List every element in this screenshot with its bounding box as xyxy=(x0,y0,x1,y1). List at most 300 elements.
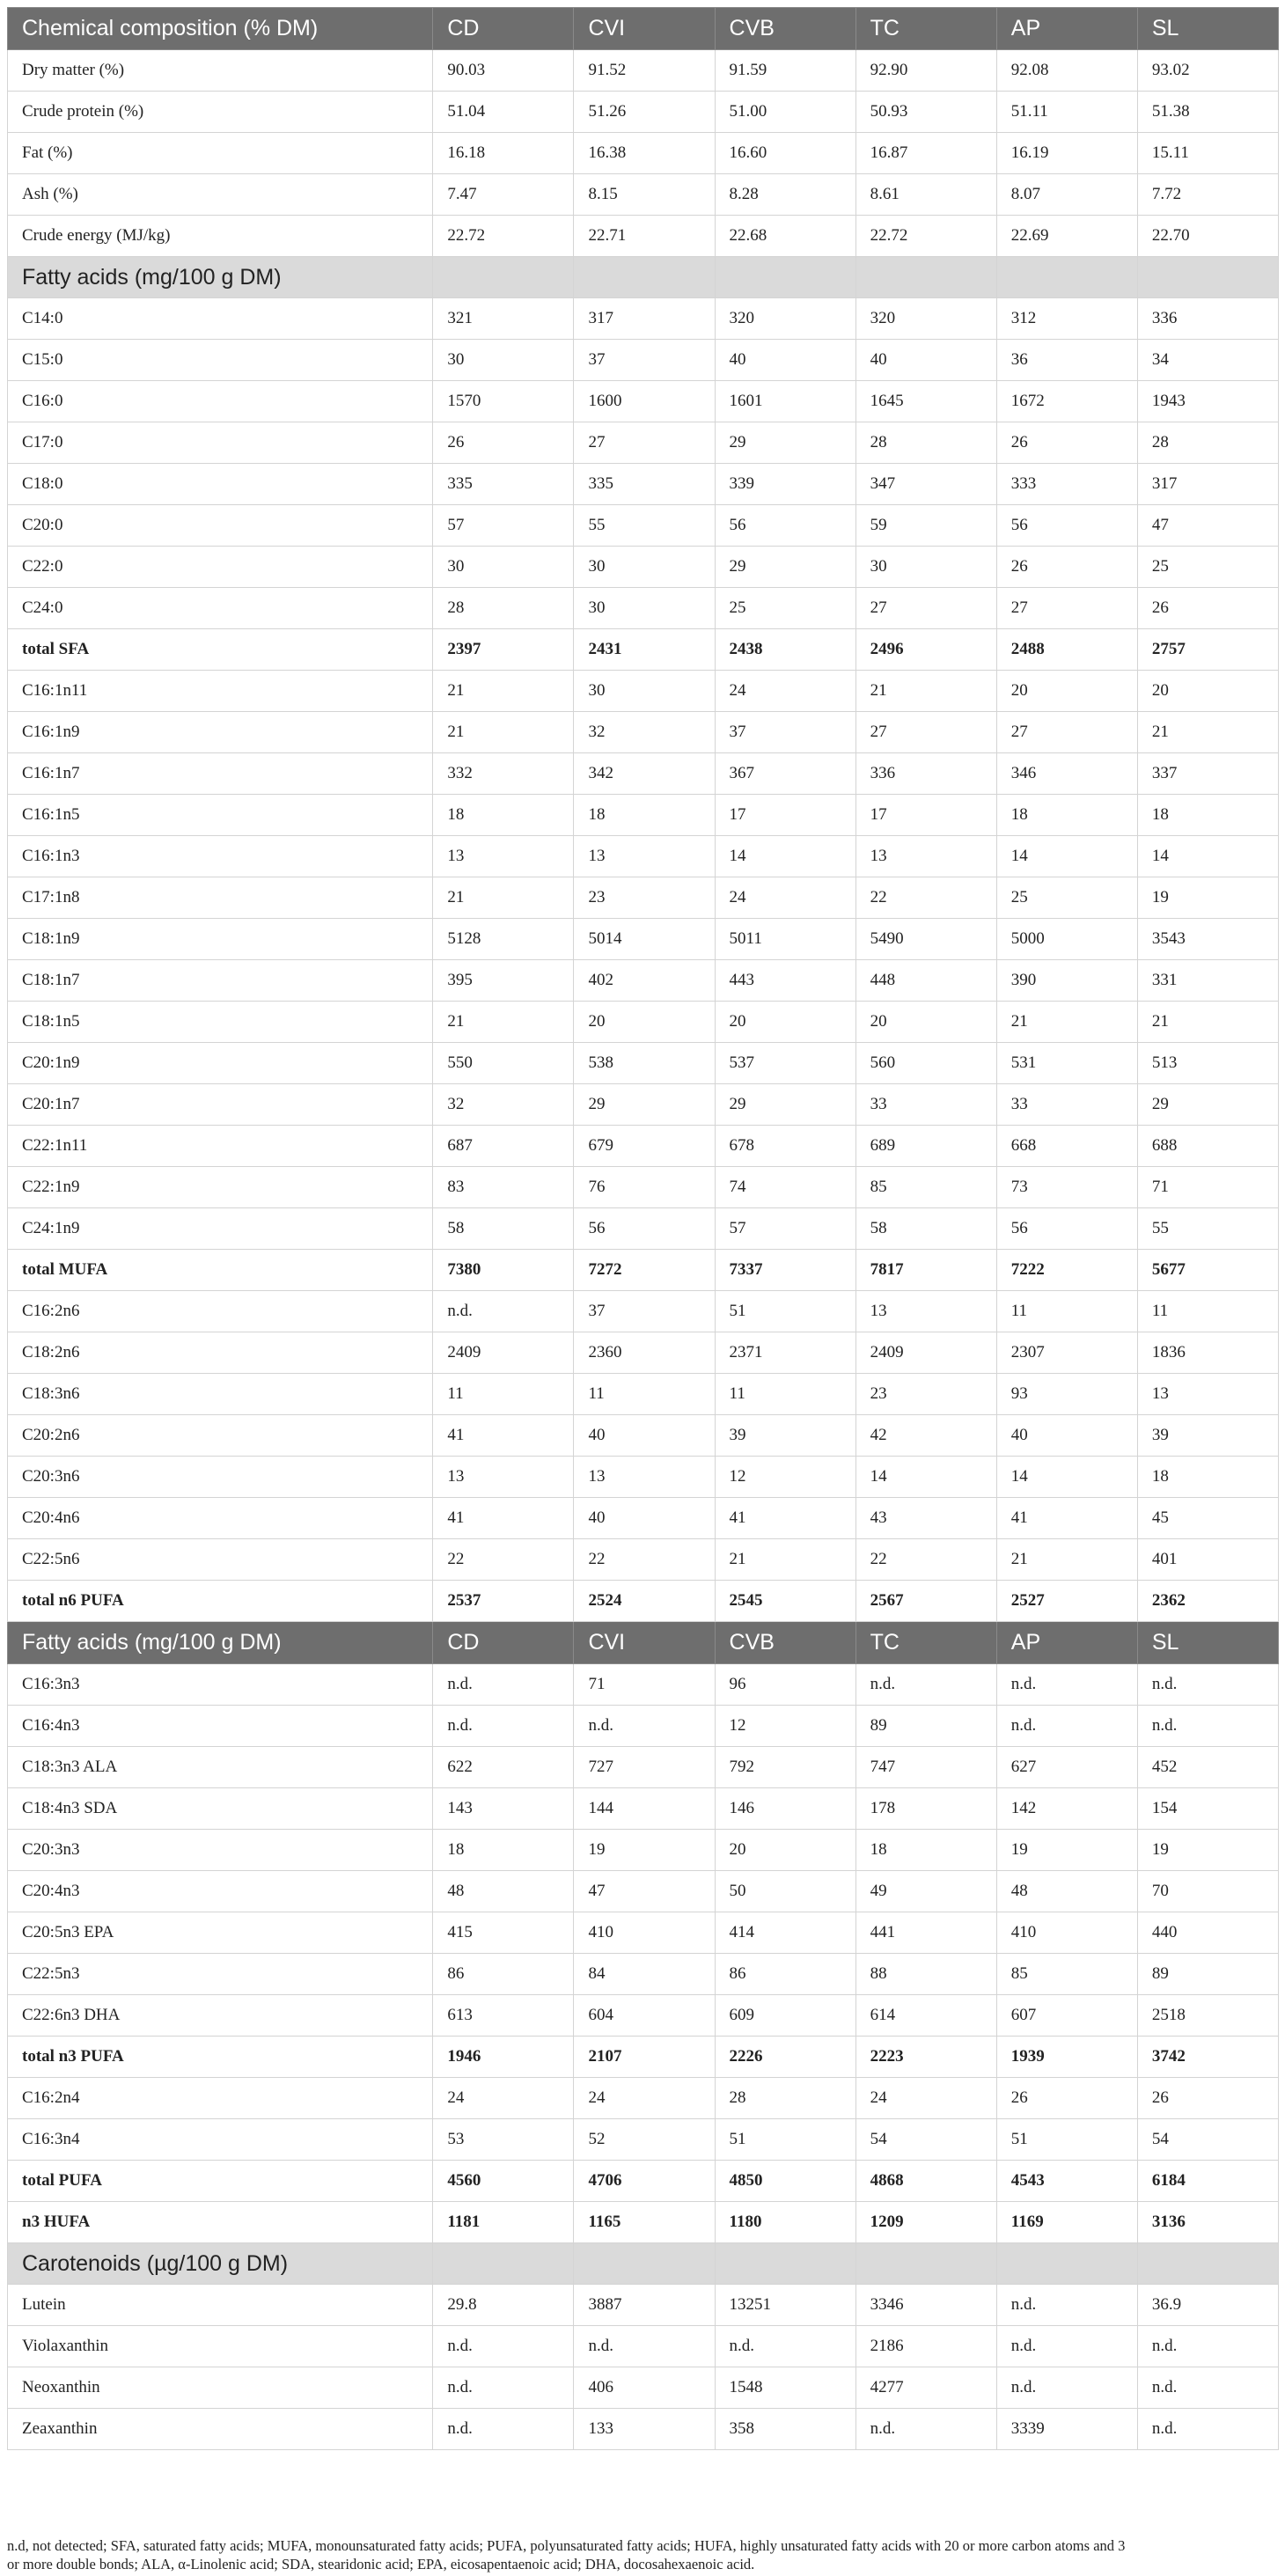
table-cell: 336 xyxy=(1137,298,1278,340)
table-cell: 11 xyxy=(433,1374,574,1415)
table-cell: 410 xyxy=(996,1912,1137,1954)
table-cell: 27 xyxy=(855,712,996,753)
table-row xyxy=(8,712,1279,753)
row-label: C16:2n6 xyxy=(8,1291,433,1332)
table-cell: 604 xyxy=(574,1995,715,2037)
table-cell: 1548 xyxy=(715,2367,855,2409)
table-cell: 22.71 xyxy=(574,216,715,257)
table-cell xyxy=(996,2243,1137,2285)
table-row xyxy=(8,1871,1279,1912)
row-label: C20:4n3 xyxy=(8,1871,433,1912)
table-cell: 57 xyxy=(433,505,574,547)
table-cell: 2438 xyxy=(715,629,855,671)
table-cell: 56 xyxy=(996,1208,1137,1250)
table-cell: 30 xyxy=(574,547,715,588)
table-cell: 41 xyxy=(996,1498,1137,1539)
table-row xyxy=(8,2285,1279,2326)
row-label: C17:1n8 xyxy=(8,877,433,919)
table-cell: CVI xyxy=(574,1622,715,1664)
table-cell: 32 xyxy=(433,1084,574,1126)
section-header-row xyxy=(8,2243,1279,2285)
row-label: C20:1n7 xyxy=(8,1084,433,1126)
table-row xyxy=(8,1002,1279,1043)
table-cell: 18 xyxy=(433,795,574,836)
table-cell: 24 xyxy=(433,2078,574,2119)
table-cell: TC xyxy=(855,1622,996,1664)
table-cell: 54 xyxy=(1137,2119,1278,2161)
row-label: C22:5n3 xyxy=(8,1954,433,1995)
table-cell: 792 xyxy=(715,1747,855,1788)
table-cell: 1601 xyxy=(715,381,855,422)
total-row xyxy=(8,2202,1279,2243)
table-cell: 19 xyxy=(1137,1830,1278,1871)
table-cell: 367 xyxy=(715,753,855,795)
table-row xyxy=(8,505,1279,547)
table-cell: 320 xyxy=(855,298,996,340)
table-cell: 24 xyxy=(574,2078,715,2119)
table-cell: 2397 xyxy=(433,629,574,671)
table-cell: 93 xyxy=(996,1374,1137,1415)
table-cell: 88 xyxy=(855,1954,996,1995)
section-header-row xyxy=(8,257,1279,298)
table-row xyxy=(8,1332,1279,1374)
table-cell xyxy=(1137,2243,1278,2285)
row-label: C16:1n3 xyxy=(8,836,433,877)
table-cell: 1181 xyxy=(433,2202,574,2243)
table-cell: 39 xyxy=(1137,1415,1278,1457)
table-cell: 21 xyxy=(996,1002,1137,1043)
table-cell: 49 xyxy=(855,1871,996,1912)
table-cell: n.d. xyxy=(996,1706,1137,1747)
column-header: AP xyxy=(996,8,1137,50)
table-cell: 20 xyxy=(996,671,1137,712)
table-cell: 14 xyxy=(1137,836,1278,877)
row-label: C16:2n4 xyxy=(8,2078,433,2119)
table-cell: n.d. xyxy=(855,2409,996,2450)
table-cell: 13 xyxy=(1137,1374,1278,1415)
table-cell: 24 xyxy=(715,877,855,919)
table-cell: 11 xyxy=(1137,1291,1278,1332)
table-row xyxy=(8,877,1279,919)
table-row xyxy=(8,1995,1279,2037)
table-cell: 2371 xyxy=(715,1332,855,1374)
table-cell: 89 xyxy=(1137,1954,1278,1995)
table-cell: 18 xyxy=(433,1830,574,1871)
table-row xyxy=(8,2409,1279,2450)
table-cell: 2226 xyxy=(715,2037,855,2078)
table-cell: 33 xyxy=(996,1084,1137,1126)
table-cell: 3339 xyxy=(996,2409,1137,2450)
table-cell: 3136 xyxy=(1137,2202,1278,2243)
table-cell: 51.00 xyxy=(715,92,855,133)
row-label: C22:0 xyxy=(8,547,433,588)
row-label: Crude energy (MJ/kg) xyxy=(8,216,433,257)
table-cell: 4277 xyxy=(855,2367,996,2409)
table-cell: 25 xyxy=(1137,547,1278,588)
column-header: SL xyxy=(1137,8,1278,50)
table-row xyxy=(8,2078,1279,2119)
table-cell: 13 xyxy=(433,836,574,877)
table-cell: SL xyxy=(1137,1622,1278,1664)
table-cell: 320 xyxy=(715,298,855,340)
table-cell: 4868 xyxy=(855,2161,996,2202)
table-cell: 51 xyxy=(996,2119,1137,2161)
table-cell: 37 xyxy=(715,712,855,753)
table-cell: n.d. xyxy=(996,2326,1137,2367)
table-cell: 21 xyxy=(996,1539,1137,1581)
table-cell: 51 xyxy=(715,2119,855,2161)
table-cell: AP xyxy=(996,1622,1137,1664)
table-cell: 51.04 xyxy=(433,92,574,133)
table-cell: 30 xyxy=(855,547,996,588)
table-cell: 7817 xyxy=(855,1250,996,1291)
table-cell: 332 xyxy=(433,753,574,795)
row-label: C18:1n5 xyxy=(8,1002,433,1043)
table-cell: 20 xyxy=(715,1002,855,1043)
table-cell: n.d. xyxy=(1137,2409,1278,2450)
table-cell: 13 xyxy=(574,1457,715,1498)
table-cell: 76 xyxy=(574,1167,715,1208)
table-cell: 5677 xyxy=(1137,1250,1278,1291)
table-row xyxy=(8,753,1279,795)
table-cell: 18 xyxy=(996,795,1137,836)
table-cell: 668 xyxy=(996,1126,1137,1167)
table-cell: n.d. xyxy=(1137,2326,1278,2367)
table-cell: 401 xyxy=(1137,1539,1278,1581)
table-cell: 23 xyxy=(574,877,715,919)
table-cell: 22 xyxy=(574,1539,715,1581)
table-row xyxy=(8,1208,1279,1250)
table-cell: 1836 xyxy=(1137,1332,1278,1374)
table-cell: 22 xyxy=(855,1539,996,1581)
table-cell: 22.72 xyxy=(855,216,996,257)
table-cell: 1939 xyxy=(996,2037,1137,2078)
table-cell: 414 xyxy=(715,1912,855,1954)
table-cell: 1180 xyxy=(715,2202,855,2243)
table-cell: 28 xyxy=(433,588,574,629)
table-cell: 144 xyxy=(574,1788,715,1830)
row-label: total MUFA xyxy=(8,1250,433,1291)
table-cell: n.d. xyxy=(433,2409,574,2450)
table-cell: 17 xyxy=(715,795,855,836)
table-cell: 14 xyxy=(855,1457,996,1498)
table-cell: 84 xyxy=(574,1954,715,1995)
table-cell: 415 xyxy=(433,1912,574,1954)
table-cell: 89 xyxy=(855,1706,996,1747)
table-row xyxy=(8,174,1279,216)
table-cell: 91.52 xyxy=(574,50,715,92)
table-cell: 613 xyxy=(433,1995,574,2037)
table-cell: 29 xyxy=(715,1084,855,1126)
table-cell: 2524 xyxy=(574,1581,715,1622)
table-cell: 1672 xyxy=(996,381,1137,422)
table-cell: 92.08 xyxy=(996,50,1137,92)
table-cell: 406 xyxy=(574,2367,715,2409)
table-cell: 8.15 xyxy=(574,174,715,216)
table-cell: 627 xyxy=(996,1747,1137,1788)
row-label: Violaxanthin xyxy=(8,2326,433,2367)
table-cell: 43 xyxy=(855,1498,996,1539)
table-cell: 11 xyxy=(574,1374,715,1415)
table-cell: 55 xyxy=(574,505,715,547)
table-cell: 312 xyxy=(996,298,1137,340)
table-cell: 90.03 xyxy=(433,50,574,92)
table-cell: 727 xyxy=(574,1747,715,1788)
table-cell: 3887 xyxy=(574,2285,715,2326)
table-cell: n.d. xyxy=(433,1291,574,1332)
table-cell: 96 xyxy=(715,1664,855,1706)
table-body xyxy=(8,50,1279,2450)
composition-table-container xyxy=(7,7,1279,2450)
table-cell: 1570 xyxy=(433,381,574,422)
row-label: C16:3n4 xyxy=(8,2119,433,2161)
table-row xyxy=(8,1954,1279,1995)
row-label: total PUFA xyxy=(8,2161,433,2202)
table-cell: 16.19 xyxy=(996,133,1137,174)
table-footnote xyxy=(7,2536,1279,2573)
table-cell: 538 xyxy=(574,1043,715,1084)
table-cell: 41 xyxy=(715,1498,855,1539)
table-cell: 26 xyxy=(996,547,1137,588)
table-cell: 11 xyxy=(715,1374,855,1415)
table-cell: 16.87 xyxy=(855,133,996,174)
table-cell: 48 xyxy=(433,1871,574,1912)
table-row xyxy=(8,1664,1279,1706)
table-row xyxy=(8,1084,1279,1126)
row-label: n3 HUFA xyxy=(8,2202,433,2243)
table-cell: 2537 xyxy=(433,1581,574,1622)
table-cell: 26 xyxy=(996,2078,1137,2119)
composition-table xyxy=(7,7,1279,2450)
table-row xyxy=(8,422,1279,464)
row-label: Zeaxanthin xyxy=(8,2409,433,2450)
table-cell: 687 xyxy=(433,1126,574,1167)
table-cell: 30 xyxy=(574,588,715,629)
table-cell: 40 xyxy=(574,1498,715,1539)
table-cell: 29.8 xyxy=(433,2285,574,2326)
footnote-line: n.d, not detected; SFA, saturated fatty acids; MUFA, monounsaturated fatty acids; PUFA, polyunsaturated fatty acids; HUFA, highly unsaturated fatty acids with 20 or more carbon atoms and 3 xyxy=(7,2537,1126,2554)
row-label: Crude protein (%) xyxy=(8,92,433,133)
table-cell: 133 xyxy=(574,2409,715,2450)
table-cell: 37 xyxy=(574,1291,715,1332)
table-cell: 51.11 xyxy=(996,92,1137,133)
table-cell: 452 xyxy=(1137,1747,1278,1788)
table-cell: 14 xyxy=(715,836,855,877)
table-cell: 5128 xyxy=(433,919,574,960)
table-cell: 40 xyxy=(855,340,996,381)
table-cell: 18 xyxy=(1137,795,1278,836)
table-cell: 560 xyxy=(855,1043,996,1084)
table-cell: 39 xyxy=(715,1415,855,1457)
table-cell: 86 xyxy=(715,1954,855,1995)
table-row xyxy=(8,1830,1279,1871)
row-label: C22:1n9 xyxy=(8,1167,433,1208)
table-cell: 2757 xyxy=(1137,629,1278,671)
table-cell: 25 xyxy=(996,877,1137,919)
table-row xyxy=(8,1167,1279,1208)
table-cell: 29 xyxy=(1137,1084,1278,1126)
table-cell: 21 xyxy=(433,1002,574,1043)
table-cell: 346 xyxy=(996,753,1137,795)
table-cell: 4543 xyxy=(996,2161,1137,2202)
row-label: C20:5n3 EPA xyxy=(8,1912,433,1954)
row-label: C22:6n3 DHA xyxy=(8,1995,433,2037)
table-cell: 13251 xyxy=(715,2285,855,2326)
table-cell xyxy=(574,257,715,298)
row-label: Carotenoids (µg/100 g DM) xyxy=(8,2243,433,2285)
table-cell: 689 xyxy=(855,1126,996,1167)
table-cell: 40 xyxy=(715,340,855,381)
column-header: CD xyxy=(433,8,574,50)
table-cell: 20 xyxy=(574,1002,715,1043)
table-cell: 86 xyxy=(433,1954,574,1995)
column-header: CVB xyxy=(715,8,855,50)
table-cell: 70 xyxy=(1137,1871,1278,1912)
table-cell: 59 xyxy=(855,505,996,547)
table-cell: n.d. xyxy=(996,1664,1137,1706)
row-label: Fatty acids (mg/100 g DM) xyxy=(8,1622,433,1664)
table-cell: 12 xyxy=(715,1706,855,1747)
table-cell: 21 xyxy=(715,1539,855,1581)
table-cell: 54 xyxy=(855,2119,996,2161)
table-row xyxy=(8,795,1279,836)
table-cell: 11 xyxy=(996,1291,1137,1332)
table-cell: 42 xyxy=(855,1415,996,1457)
table-row xyxy=(8,1706,1279,1747)
row-label: C14:0 xyxy=(8,298,433,340)
table-cell: 30 xyxy=(574,671,715,712)
table-cell: 23 xyxy=(855,1374,996,1415)
table-cell: 26 xyxy=(1137,2078,1278,2119)
table-cell: 2107 xyxy=(574,2037,715,2078)
row-label: C16:1n11 xyxy=(8,671,433,712)
table-cell: n.d. xyxy=(1137,1664,1278,1706)
table-cell: 1165 xyxy=(574,2202,715,2243)
table-cell: n.d. xyxy=(574,1706,715,1747)
table-cell: 21 xyxy=(433,877,574,919)
table-cell xyxy=(1137,257,1278,298)
table-cell: 20 xyxy=(855,1002,996,1043)
table-cell: 28 xyxy=(855,422,996,464)
table-cell: 74 xyxy=(715,1167,855,1208)
table-cell: 531 xyxy=(996,1043,1137,1084)
table-cell: 91.59 xyxy=(715,50,855,92)
table-cell: 8.61 xyxy=(855,174,996,216)
table-cell: CD xyxy=(433,1622,574,1664)
table-cell: 14 xyxy=(996,1457,1137,1498)
table-row xyxy=(8,1374,1279,1415)
table-cell: 51.26 xyxy=(574,92,715,133)
row-label: Ash (%) xyxy=(8,174,433,216)
table-cell: n.d. xyxy=(996,2285,1137,2326)
table-cell xyxy=(433,2243,574,2285)
table-cell: 34 xyxy=(1137,340,1278,381)
table-cell: 13 xyxy=(855,1291,996,1332)
table-cell: 16.38 xyxy=(574,133,715,174)
row-label: C22:5n6 xyxy=(8,1539,433,1581)
table-cell: 7380 xyxy=(433,1250,574,1291)
table-cell: 317 xyxy=(574,298,715,340)
table-cell: 58 xyxy=(433,1208,574,1250)
row-label: C20:3n3 xyxy=(8,1830,433,1871)
table-cell: 18 xyxy=(855,1830,996,1871)
table-cell: 21 xyxy=(855,671,996,712)
table-cell: 747 xyxy=(855,1747,996,1788)
table-cell: 390 xyxy=(996,960,1137,1002)
table-cell: 7337 xyxy=(715,1250,855,1291)
table-cell: 317 xyxy=(1137,464,1278,505)
table-cell: 5011 xyxy=(715,919,855,960)
table-cell: 2488 xyxy=(996,629,1137,671)
table-cell: 4560 xyxy=(433,2161,574,2202)
table-header-row xyxy=(8,8,1279,50)
table-cell: 7.47 xyxy=(433,174,574,216)
table-cell xyxy=(574,2243,715,2285)
row-label: total n3 PUFA xyxy=(8,2037,433,2078)
table-cell: 53 xyxy=(433,2119,574,2161)
table-cell: 45 xyxy=(1137,1498,1278,1539)
table-cell: 26 xyxy=(433,422,574,464)
table-cell: 679 xyxy=(574,1126,715,1167)
table-cell: 17 xyxy=(855,795,996,836)
table-cell: 537 xyxy=(715,1043,855,1084)
table-cell: 40 xyxy=(574,1415,715,1457)
table-row xyxy=(8,1912,1279,1954)
table-cell: 443 xyxy=(715,960,855,1002)
table-row xyxy=(8,836,1279,877)
table-cell: n.d. xyxy=(574,2326,715,2367)
table-cell: 146 xyxy=(715,1788,855,1830)
table-cell xyxy=(715,257,855,298)
table-cell: 402 xyxy=(574,960,715,1002)
table-cell: 29 xyxy=(574,1084,715,1126)
row-label: C18:2n6 xyxy=(8,1332,433,1374)
table-cell: 22.72 xyxy=(433,216,574,257)
table-cell: 1169 xyxy=(996,2202,1137,2243)
table-cell: 41 xyxy=(433,1498,574,1539)
row-label: C16:0 xyxy=(8,381,433,422)
row-label: C16:4n3 xyxy=(8,1706,433,1747)
table-cell: 58 xyxy=(855,1208,996,1250)
table-row xyxy=(8,588,1279,629)
row-label: C20:2n6 xyxy=(8,1415,433,1457)
table-row xyxy=(8,464,1279,505)
table-cell: 21 xyxy=(433,712,574,753)
table-row xyxy=(8,216,1279,257)
table-cell: 13 xyxy=(574,836,715,877)
table-cell: 36 xyxy=(996,340,1137,381)
table-cell: 1600 xyxy=(574,381,715,422)
table-cell xyxy=(715,2243,855,2285)
table-cell: 27 xyxy=(996,588,1137,629)
table-cell: 48 xyxy=(996,1871,1137,1912)
table-cell: 607 xyxy=(996,1995,1137,2037)
table-cell: 24 xyxy=(715,671,855,712)
table-cell: 154 xyxy=(1137,1788,1278,1830)
table-cell: 337 xyxy=(1137,753,1278,795)
table-cell: 16.60 xyxy=(715,133,855,174)
table-cell: 3346 xyxy=(855,2285,996,2326)
row-label: C20:3n6 xyxy=(8,1457,433,1498)
table-cell: 678 xyxy=(715,1126,855,1167)
table-cell: 28 xyxy=(715,2078,855,2119)
table-cell: n.d. xyxy=(433,2367,574,2409)
table-cell: 27 xyxy=(996,712,1137,753)
table-cell: 33 xyxy=(855,1084,996,1126)
table-cell: 5000 xyxy=(996,919,1137,960)
table-cell: 32 xyxy=(574,712,715,753)
table-cell: n.d. xyxy=(1137,2367,1278,2409)
